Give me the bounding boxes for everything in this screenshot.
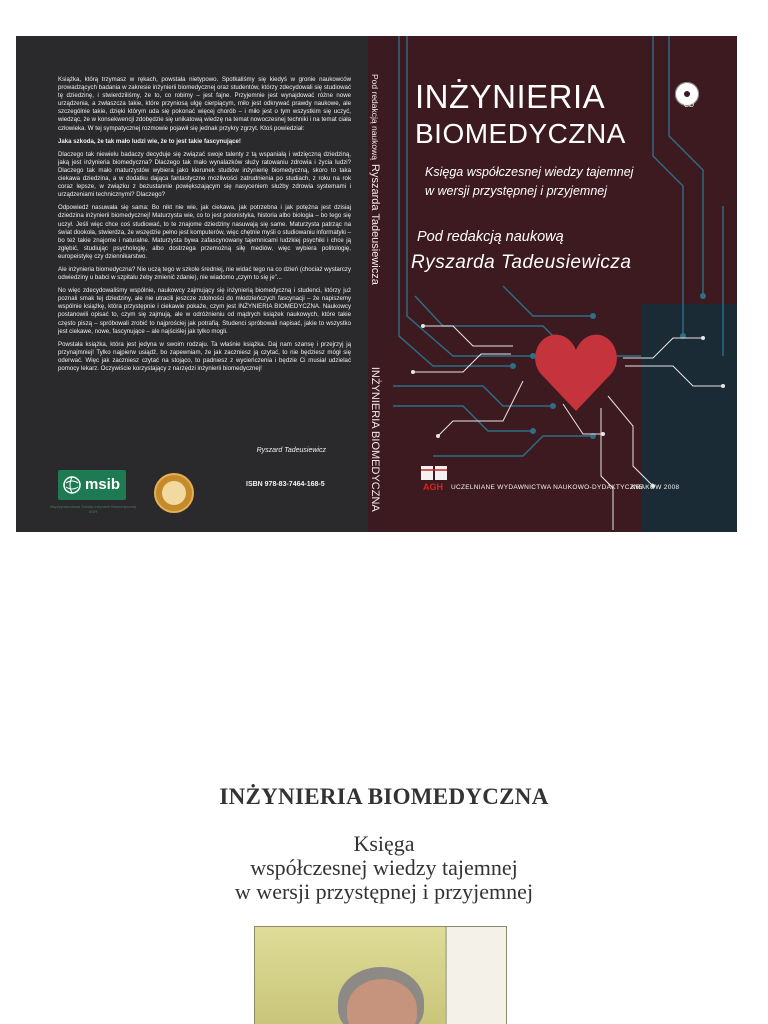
globe-icon xyxy=(62,475,82,495)
back-paragraph: Ale inżynieria biomedyczna? Nie uczą tego w szkole średniej, nie widać tego na co dzień (chociaż wystarczy odwiedziny u babci w szpitalu żeby zmienić zdanie), nie wiadomo „czym to się je”... xyxy=(58,265,351,282)
back-paragraph: Dlaczego tak niewielu badaczy decyduje się związać swoje talenty z tą wspaniałą i wdzięczną dziedziną, jaką jest inżynieria biomedyczna? Dlaczego tak mało wynalazków służy ratowaniu zdrowia i życia ludzi? Dlaczego tak mało maturzystów wybiera jako kierunek studiów inżynierię biomedyczną, skoro to taka ciekawa dziedzina, a w dodatku dająca fantastyczne możliwości zatrudnienia po studiach, z roku na rok coraz lepsze, w związku z bezustannie powiększającym się nasyceniem służby zdrowia systemami i urządzeniami technicznymi? Dlaczego? xyxy=(58,150,351,199)
back-paragraph: Odpowiedź nasuwała się sama: Bo nikt nie wie, jak ciekawa, jak potrzebna i jak potężna jest dzisiaj dziedzina inżynierii biomedycznej! Maturzysta wie, co to jest polonistyka, historia albo biologia – bo tego się uczył. Jeśli więc chce coś studiować, to te znajome dziedziny nasuwają się same. Maturzysta patrząc na świat dookoła, stwierdza, że wszędzie pełno jest komputerów, więc chętnie myśli o studiowaniu informatyki – bo też takie znajome i naturalne. Maturzysta bywa zafascynowany tajemnicami ludzkiej psychiki i chce ją zgłębić, studiując psychologię, albo dostrzega przemożną siłę mediów, więc wybiera politologię, europeistykę czy dziennikarstwo. xyxy=(58,204,351,260)
cover-title-line1: INŻYNIERIA xyxy=(415,78,606,115)
msib-subtitle: Międzynarodowa Szkoła Inżynierii Biomedycznej AGH xyxy=(49,504,137,514)
spine-editor-label: Pod redakcją naukową xyxy=(370,74,381,161)
agh-logo-text: AGH xyxy=(423,482,443,492)
title-page-subtitle-line: w wersji przystępnej i przyjemnej xyxy=(234,879,534,904)
cover-subtitle-line1: Księga współczesnej wiedzy tajemnej xyxy=(425,165,634,179)
university-seal-icon xyxy=(154,473,194,513)
book-spine xyxy=(368,36,393,532)
title-page-subtitle-line: Księga xyxy=(353,831,415,856)
back-paragraph: No więc zdecydowaliśmy wspólnie, naukowcy zajmujący się inżynierią biomedyczną i studenci, którzy już poznali smak tej dziedziny, ale nie utracili jeszcze zdolności do młodzieńczych fascynacji – że napiszemy wspólnie książkę, która przystępnie i ciekawie pokaże, czym jest INŻYNIERIA BIOMEDYCZNA. Naukowcy postanowili opisać to, czym się zajmują, ale w odróżnieniu od mądrych książek naukowych, które takie często piszą – spróbowali zrobić to najprościej jak potrafią. Studenci spróbowali napisać, jakie to wszystko jest ciekawe, nowe, fascynujące – ale najściślej jak tylko mogli. xyxy=(58,287,351,335)
back-cover xyxy=(16,36,368,532)
cover-editor-name: Ryszarda Tadeusiewicza xyxy=(411,252,632,273)
back-paragraph-highlight: Jaka szkoda, że tak mało ludzi wie, że to jest takie fascynujące! xyxy=(58,137,241,145)
author-photo xyxy=(254,926,507,1024)
back-cover-text xyxy=(58,76,351,378)
isbn: ISBN 978-83-7464-168-5 xyxy=(246,481,325,488)
back-paragraph: Powstała książka, która jest jedyna w swoim rodzaju. Ta właśnie książka. Daj nam szansę i przejrzyj ją przynajmniej! Tylko najpierw usiądź, bo zapewniam, że jak zaczniesz ją czytać, to nie będziesz mógł się oderwać. Więc jak zaczniesz czytać na stojąco, to padniesz z wycieńczenia i będzie Ci musiał udzielać pomocy lekarz. Oczywiście korzystający z narzędzi inżynierii biomedycznej! xyxy=(58,340,351,372)
cover-title-line2: BIOMEDYCZNA xyxy=(415,118,626,149)
spine-title: INŻYNIERIA BIOMEDYCZNA xyxy=(369,366,382,512)
cover-subtitle-line2: w wersji przystępnej i przyjemnej xyxy=(425,184,608,198)
publisher-name: UCZELNIANE WYDAWNICTWA NAUKOWO-DYDAKTYCZNE xyxy=(451,484,644,491)
title-page-subtitle-line: współczesnej wiedzy tajemnej xyxy=(250,855,518,880)
spine-editor-name: Ryszarda Tadeusiewicza xyxy=(369,164,382,285)
title-page-subtitle xyxy=(0,832,768,904)
front-cover xyxy=(393,36,737,532)
msib-wordmark: msib xyxy=(85,476,121,493)
msib-logo xyxy=(58,470,126,500)
cd-label: CD xyxy=(684,102,695,109)
heart-icon xyxy=(535,335,617,411)
publication-place-year: KRAKÓW 2008 xyxy=(631,484,680,491)
cover-editor-label: Pod redakcją naukową xyxy=(417,229,564,245)
author-signature: Ryszard Tadeusiewicz xyxy=(256,447,326,454)
back-paragraph: Książka, którą trzymasz w rękach, powstała nietypowo. Spotkaliśmy się kiedyś w gronie naukowców prowadzących badania w zakresie inżynierii biomedycznej oraz studentów, którzy zdecydowali się studiować tę dziedzinę, i stwierdziliśmy, że to, co robimy – jest fajne. Przyjemnie jest wynajdować różne nowe urządzenia, a zwłaszcza takie, które przyniosą ulgę cierpiącym, miło jest odkrywać prawdy naukowe, ale szczególnie takie, dzięki którym uda się pokonać więcej chorób – i miło jest o tym wszystkim się uczyć, wiedząc, że w konsekwencji zdobędzie się unikatową wiedzę na temat nowoczesnej techniki i na temat ciała człowieka. W tej sympatycznej rozmowie pojawił się jednak przykry zgrzyt. Ktoś powiedział: xyxy=(58,76,351,132)
title-page-heading: INŻYNIERIA BIOMEDYCZNA xyxy=(219,784,549,809)
